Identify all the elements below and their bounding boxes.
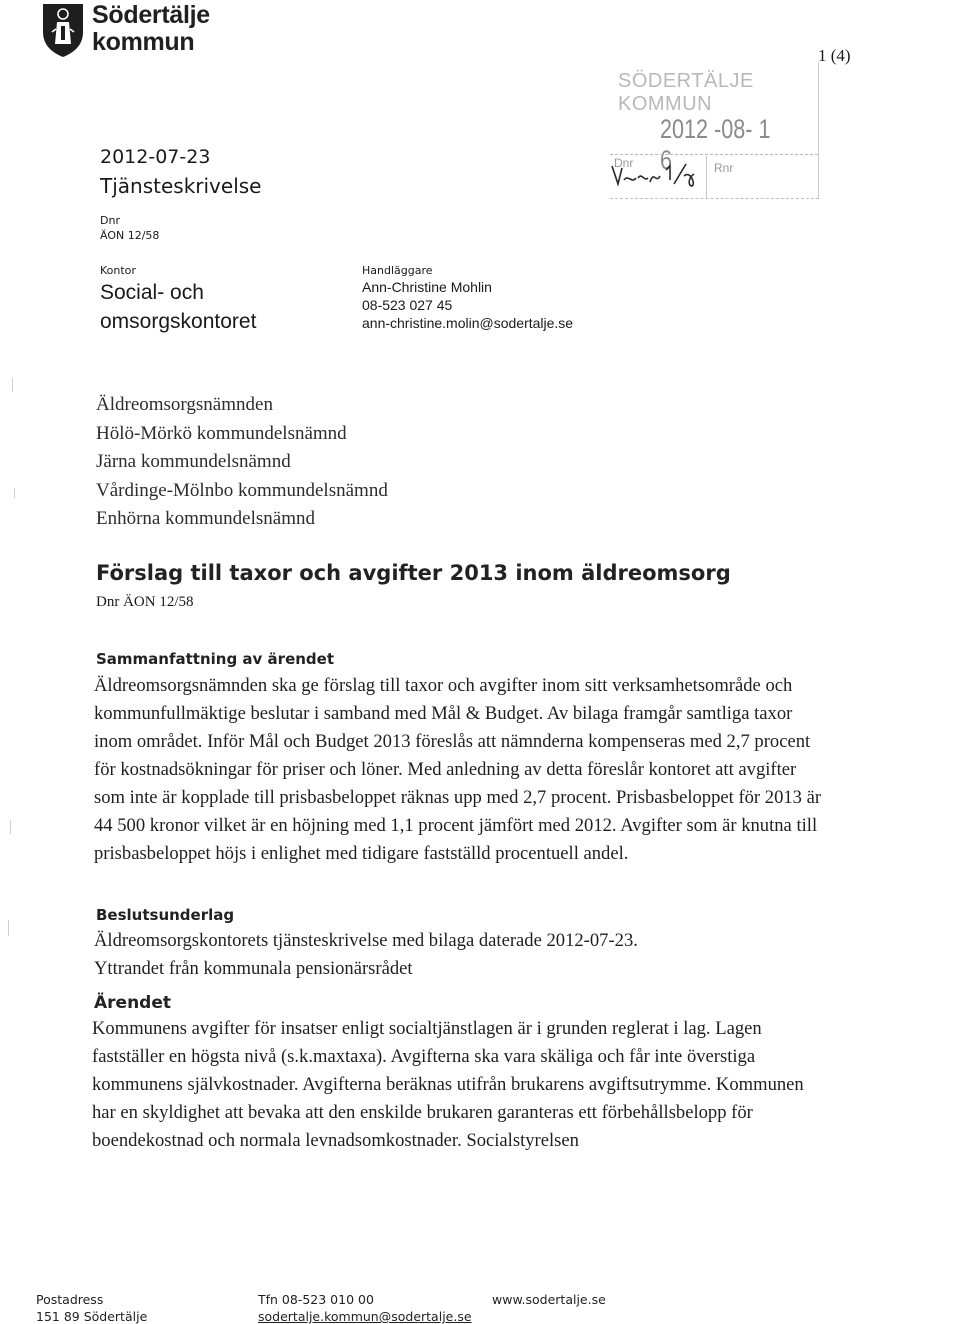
stamp-title: SÖDERTÄLJE KOMMUN (618, 70, 754, 115)
decision-basis-item: Äldreomsorgskontorets tjänsteskrivelse med bilaga daterade 2012-07-23. (94, 930, 638, 951)
case-heading: Ärendet (94, 993, 171, 1013)
summary-heading: Sammanfattning av ärendet (96, 650, 335, 668)
footer-postal-label: Postadress (36, 1292, 104, 1307)
coat-of-arms-icon (40, 2, 86, 58)
stamp-date: 2012 -08- 1 6 (660, 114, 771, 175)
received-stamp (610, 62, 820, 202)
footer-website-link[interactable]: www.sodertalje.se (492, 1292, 606, 1307)
document-type: Tjänsteskrivelse (100, 174, 262, 198)
dnr-label: Dnr (100, 214, 120, 227)
office-value: Social- och omsorgskontoret (100, 281, 257, 333)
recipient: Vårdinge-Mölnbo kommundelsnämnd (96, 479, 388, 501)
recipient-list (96, 391, 388, 534)
case-text: Kommunens avgifter för insatser enligt socialtjänstlagen är i grunden reglerat i lag. Lagen fastställer en högsta nivå (s.k.maxtaxa). Avgifterna ska vara skäliga och får inte överstiga kommunens självkostnader. Avgifterna beräknas utifrån brukarens avgiftsutrymme. Kommunen har en skyldighet att bevaka att den enskilde brukaren garanteras ett förbehållsbelopp för boendekostnad och normala levnadsomkostnader. Socialstyrelsen (92, 1018, 804, 1151)
summary-text: Äldreomsorgsnämnden ska ge förslag till taxor och avgifter inom sitt verksamhetsområde och kommunfullmäktige beslutar i samband med Mål & Budget. Av bilaga framgår samtliga taxor inom området. Inför Mål och Budget 2013 föreslås att nämnderna kompenseras med 2,7 procent för kostnadsökningar för priser och löner. Med anledning av detta föreslår kontoret att avgifter som inte är kopplade till prisbasbeloppet räknas upp med 2,7 procent. Prisbasbeloppet för 2013 är 44 500 kronor vilket är en höjning med 1,1 procent jämfört med 2012. Avgifter som är knutna till prisbasbeloppet höjs i enlighet med tidigare fastställd procentuell andel. (94, 675, 822, 864)
stamp-divider (610, 154, 818, 155)
footer-postal-address: 151 89 Södertälje (36, 1309, 148, 1324)
dnr-value: ÄON 12/58 (100, 229, 160, 242)
page-number: 1 (4) (818, 46, 851, 65)
scan-mark (10, 820, 11, 834)
recipient: Enhörna kommundelsnämnd (96, 508, 315, 529)
footer-phone: Tfn 08-523 010 00 (258, 1292, 374, 1307)
logo-line-2: kommun (92, 28, 195, 56)
case-officer-email: ann-christine.molin@sodertalje.se (362, 315, 574, 331)
decision-basis-item: Yttrandet från kommunala pensionärsrådet (94, 958, 413, 979)
scan-mark (8, 920, 9, 936)
stamp-dnr-label: Dnr (614, 156, 634, 170)
recipient: Hölö-Mörkö kommundelsnämnd (96, 422, 347, 444)
footer-email-link[interactable]: sodertalje.kommun@sodertalje.se (258, 1309, 472, 1324)
logo-wordmark (92, 2, 210, 56)
decision-basis-heading: Beslutsunderlag (96, 906, 235, 924)
case-officer-phone: 08-523 027 45 (362, 297, 453, 313)
title-dnr: Dnr ÄON 12/58 (96, 594, 194, 610)
office-label: Kontor (100, 264, 136, 277)
logo-line-1: Södertälje (92, 1, 210, 29)
case-officer-label: Handläggare (362, 264, 433, 277)
recipient: Järna kommundelsnämnd (96, 451, 291, 472)
document-date: 2012-07-23 (100, 146, 211, 168)
case-officer-name: Ann-Christine Mohlin (362, 279, 492, 295)
document-title: Förslag till taxor och avgifter 2013 inom äldreomsorg (96, 561, 731, 585)
scan-mark (14, 488, 15, 498)
decision-basis-list (94, 927, 829, 983)
stamp-rnr-label: Rnr (714, 161, 734, 175)
handwritten-number-icon (610, 160, 710, 190)
recipient: Äldreomsorgsnämnden (96, 394, 273, 415)
scan-mark (12, 378, 13, 392)
municipality-logo (40, 2, 210, 58)
